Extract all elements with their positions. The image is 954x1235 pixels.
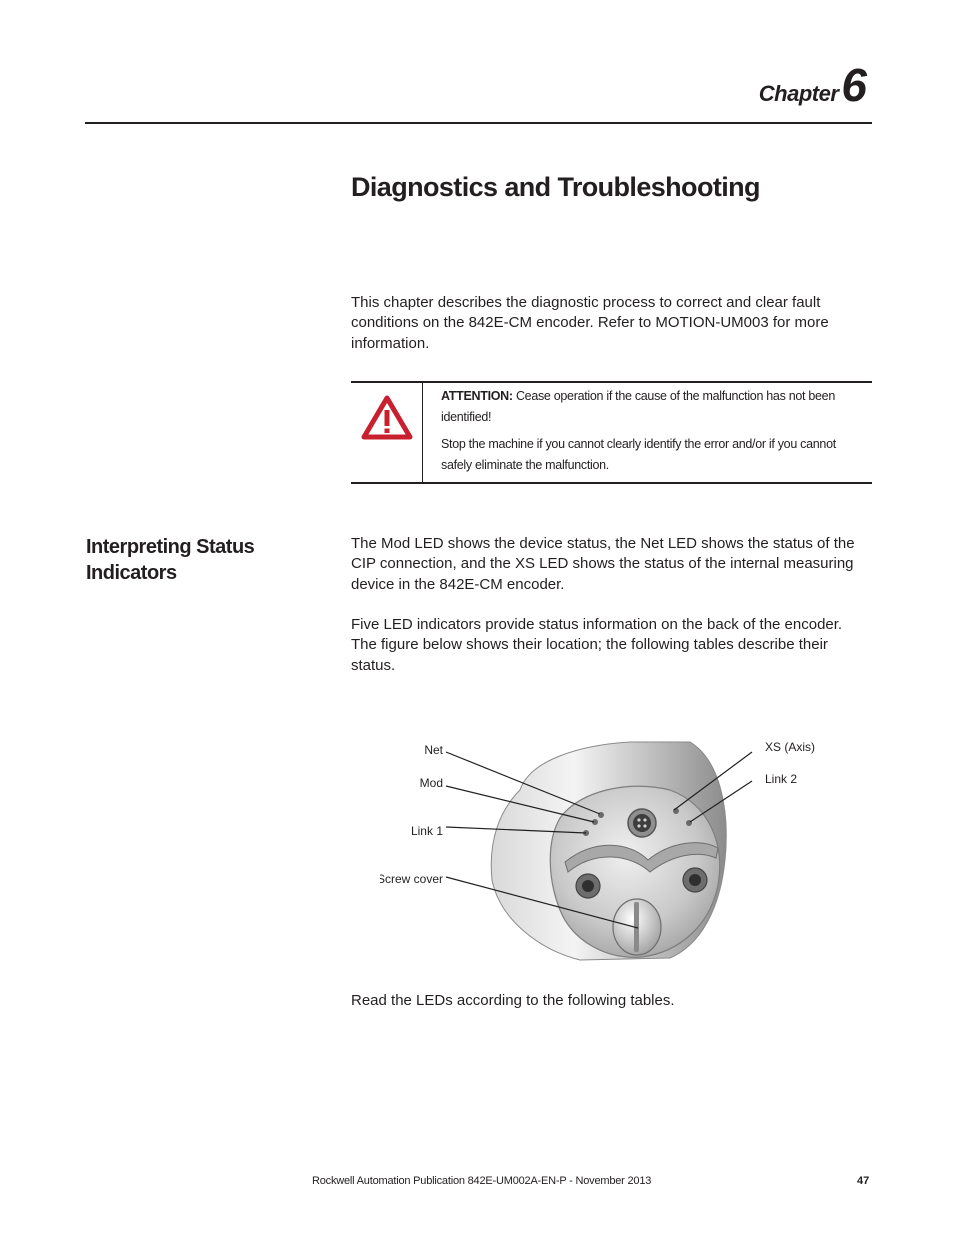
- attention-line-2: Stop the machine if you cannot clearly identify the error and/or if you cannot safely eliminate the malfunction.: [441, 437, 836, 472]
- label-screw-cover: Screw cover: [380, 872, 443, 886]
- page-title: Diagnostics and Troubleshooting: [351, 172, 760, 202]
- attention-bottom-rule: [351, 482, 872, 484]
- chapter-word: Chapter: [758, 81, 839, 106]
- intro-paragraph: This chapter describes the diagnostic process to correct and clear fault conditions on the 842E-CM encoder. Refer to MOTION-UM003 for more information.: [351, 294, 829, 352]
- warning-triangle-icon: [360, 393, 414, 441]
- attention-label: ATTENTION:: [441, 389, 513, 403]
- attention-message: Cease operation if the cause of the malfunction has not been identified!: [441, 389, 835, 424]
- label-xs-axis: XS (Axis): [765, 740, 816, 754]
- section-heading: Interpreting Status Indicators: [86, 536, 255, 584]
- footer-publication: Rockwell Automation Publication 842E-UM002A-EN-P - November 2013: [312, 1175, 652, 1187]
- encoder-figure: [380, 730, 820, 975]
- label-mod: Mod: [419, 776, 443, 790]
- label-link-1: Link 1: [410, 824, 443, 838]
- label-net: Net: [424, 743, 443, 757]
- label-link-2: Link 2: [765, 772, 798, 786]
- attention-divider: [422, 382, 423, 483]
- header-rule: [85, 122, 872, 124]
- chapter-heading: [758, 59, 867, 111]
- encoder-body: [491, 742, 726, 960]
- section-paragraph-1: The Mod LED shows the device status, the Net LED shows the status of the CIP connection, and the XS LED shows the status of the internal measuring device in the 842E-CM encoder.: [351, 535, 855, 593]
- attention-text: [441, 386, 866, 482]
- attention-top-rule: [351, 381, 872, 383]
- after-figure-paragraph: Read the LEDs according to the following tables.: [351, 992, 675, 1009]
- chapter-number: 6: [841, 59, 867, 111]
- attention-line-1: [441, 386, 866, 427]
- page-number: 47: [857, 1175, 870, 1187]
- section-paragraph-2: Five LED indicators provide status information on the back of the encoder. The figure below shows their location; the following tables describe their status.: [351, 616, 843, 674]
